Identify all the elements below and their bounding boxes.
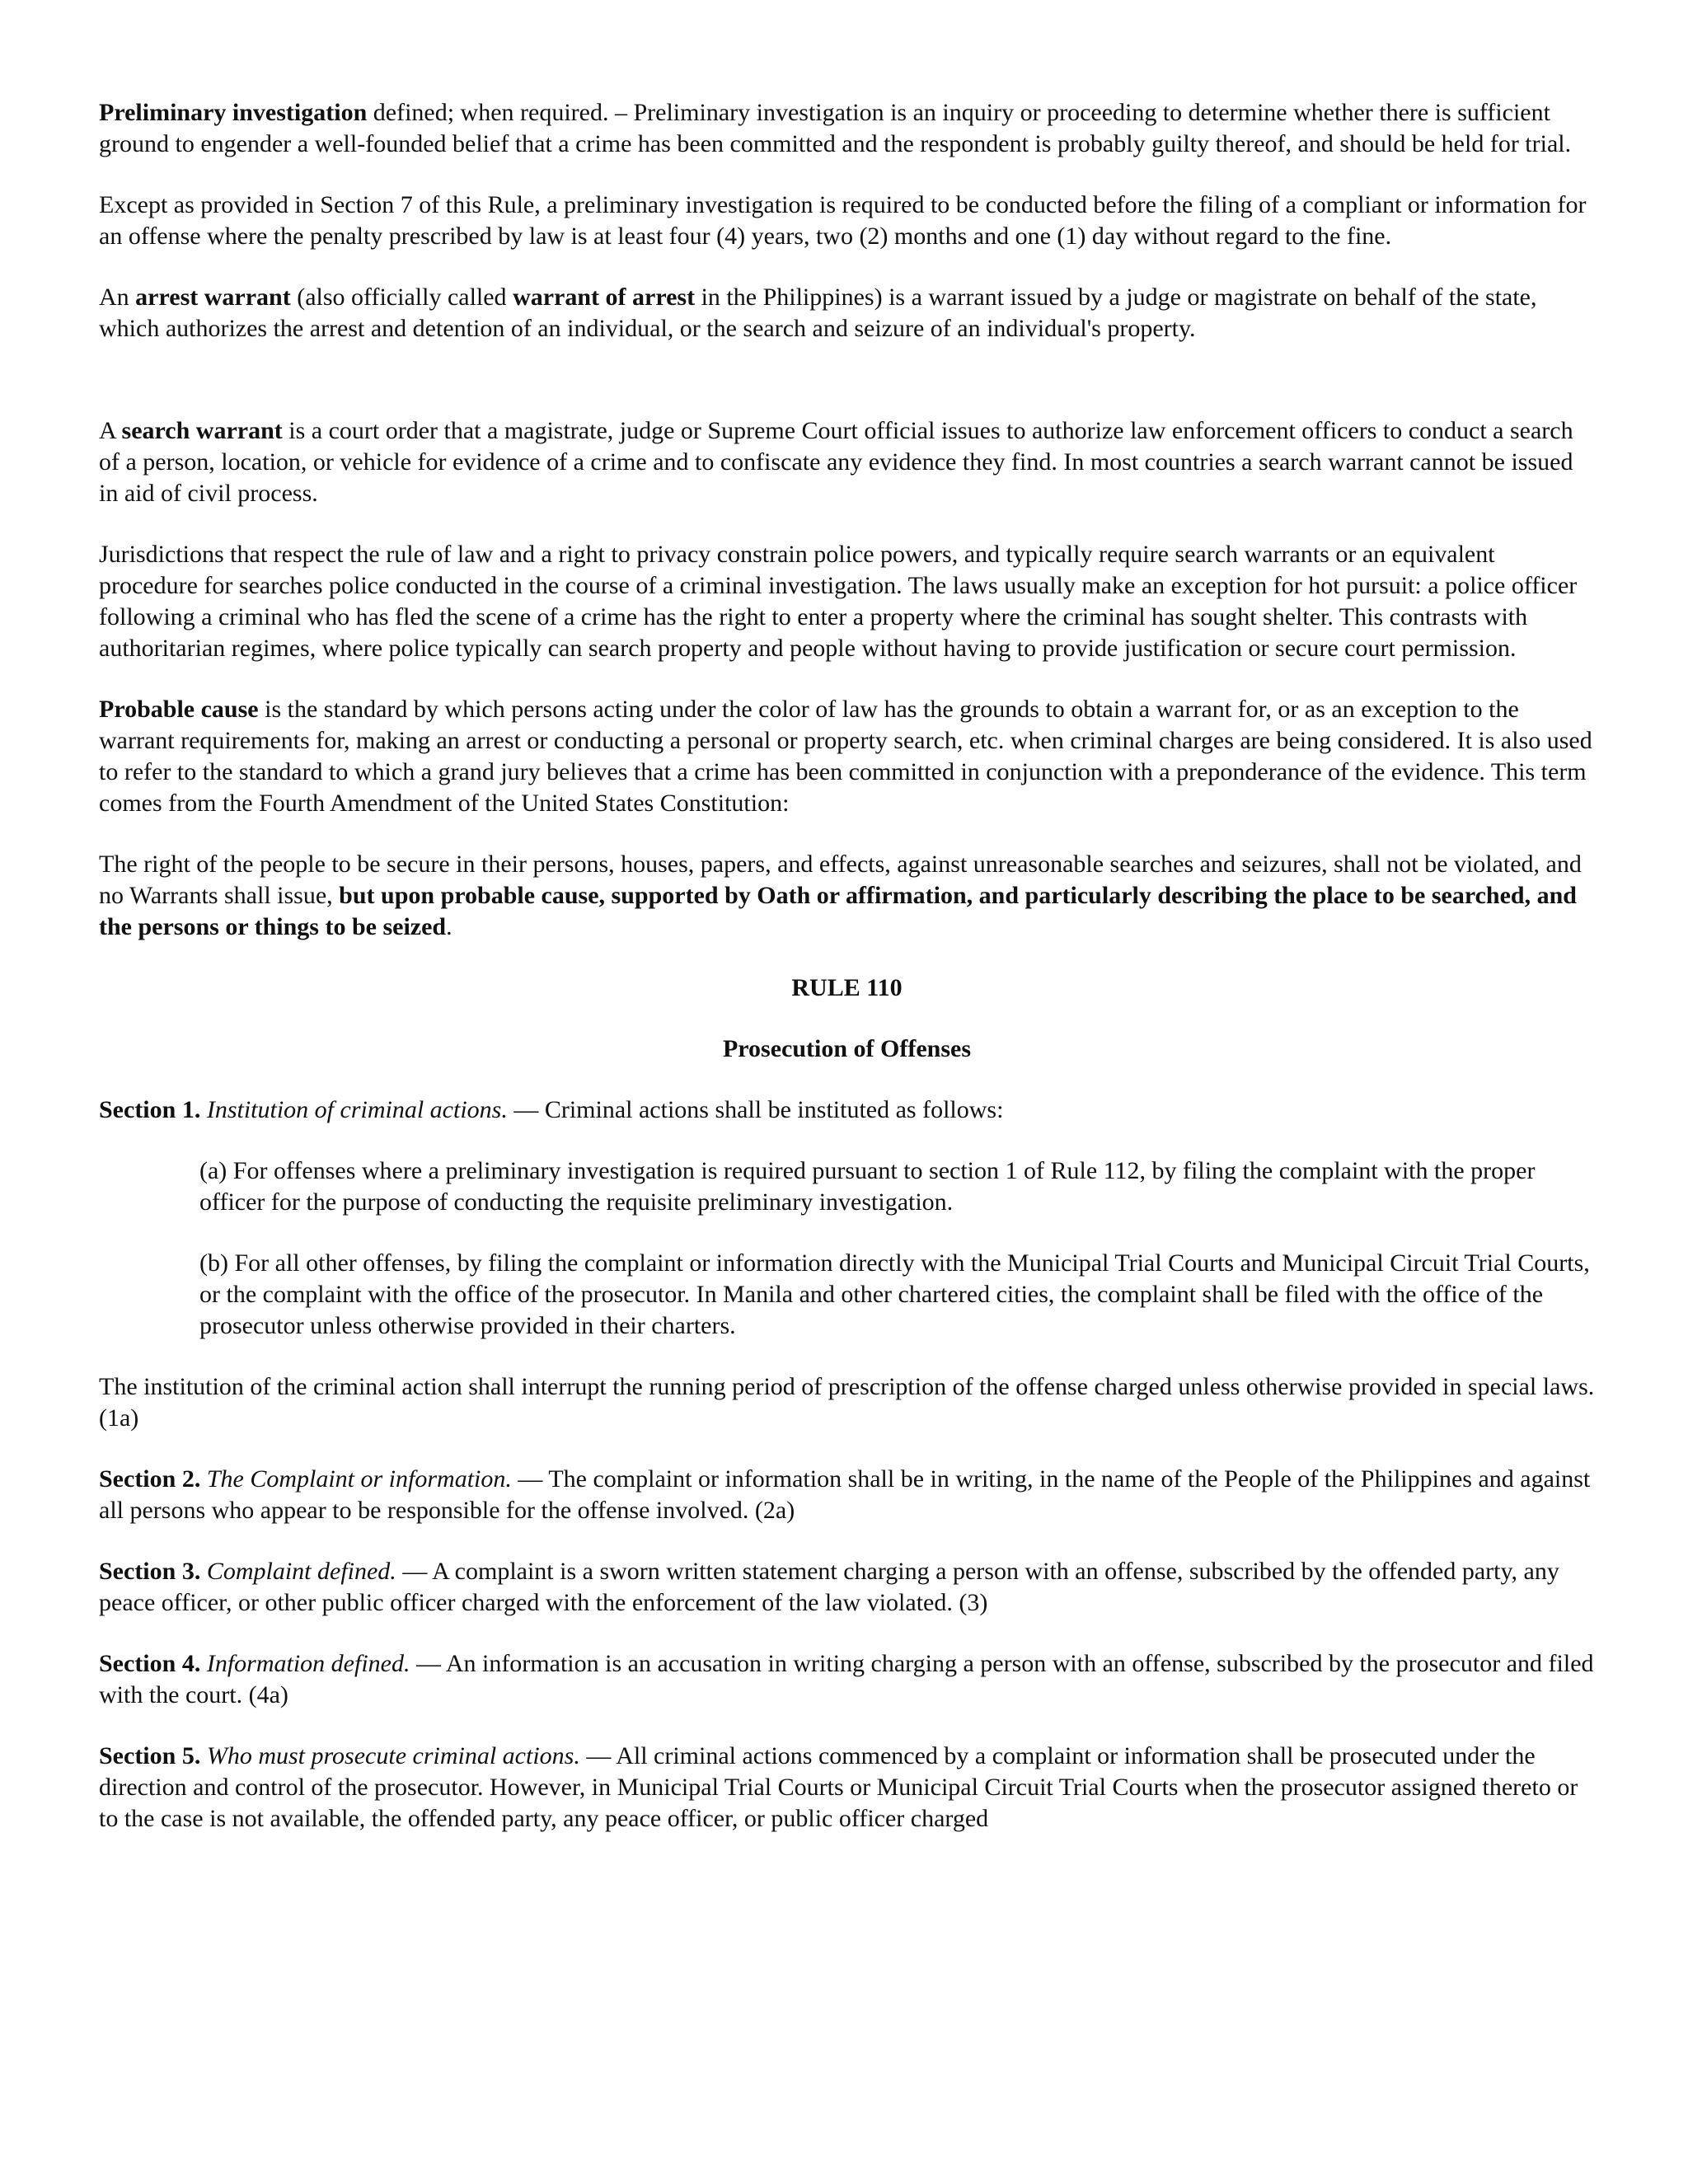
section-1-text: — Criminal actions shall be instituted as follows: [507, 1096, 1004, 1123]
paragraph-search-warrant [99, 415, 1595, 509]
search-post: is a court order that a magistrate, judge or Supreme Court official issues to authorize law enforcement officers to conduct a search of a person, location, or vehicle for evidence of a crime and to confiscate any evidence they find. In most countries a search warrant cannot be issued in aid of civil process. [99, 417, 1573, 507]
section-3-title: Complaint defined. [206, 1558, 396, 1585]
section-5-text: — All criminal actions commenced by a complaint or information shall be prosecuted under the direction and control of the prosecutor. However, in Municipal Trial Courts or Municipal Circuit Trial Courts when the prosecutor assigned thereto or to the case is not available, the offended party, any peace officer, or public officer charged [99, 1742, 1578, 1832]
section-2 [99, 1464, 1595, 1526]
jurisdictions-text: Jurisdictions that respect the rule of law and a right to privacy constrain police powers, and typically require search warrants or an equivalent procedure for searches police conducted in the course of a criminal investigation. The laws usually make an exception for hot pursuit: a police officer following a criminal who has fled the scene of a crime has the right to enter a property where the criminal has sought shelter. This contrasts with authoritarian regimes, where police typically can search property and people without having to provide justification or secure court permission. [99, 541, 1578, 662]
section-1-title: Institution of criminal actions. [206, 1096, 508, 1123]
paragraph-fourth-amendment [99, 849, 1595, 943]
rule-title-heading: Prosecution of Offenses [722, 1035, 972, 1062]
arrest-mid: (also officially called [290, 284, 513, 311]
paragraph-arrest-warrant [99, 282, 1595, 344]
arrest-post: in the Philippines) is a warrant issued by a judge or magistrate on behalf of the state, which authorizes the arrest and detention of an individual, or the search and seizure of an individual's property. [99, 284, 1537, 342]
amendment-pre: The right of the people to be secure in their persons, houses, papers, and effects, against unreasonable searches and seizures, shall not be violated, and no Warrants shall issue, [99, 851, 1582, 909]
section-1-label: Section 1. [99, 1096, 201, 1123]
preliminary-investigation-text: defined; when required. – Preliminary investigation is an inquiry or proceeding to determine whether there is sufficient ground to engender a well-founded belief that a crime has been committed and the respondent is probably guilty thereof, and should be held for trial. [99, 99, 1572, 157]
rule-number-heading: RULE 110 [791, 974, 903, 1001]
subsection-b: (b) For all other offenses, by filing the complaint or information directly with the Municipal Trial Courts and Municipal Circuit Trial Courts, or the complaint with the office of the prosecutor. In Manila and other chartered cities, the complaint shall be filed with the office of the prosecutor unless otherwise provided in their charters. [199, 1249, 1590, 1339]
arrest-pre: An [99, 284, 136, 311]
section-3 [99, 1556, 1595, 1619]
amendment-bold: but upon probable cause, supported by Oath or affirmation, and particularly describing the place to be searched, and the persons or things to be seized [99, 882, 1577, 940]
paragraph-interrupt: The institution of the criminal action shall interrupt the running period of prescription of the offense charged unless otherwise provided in special laws. (1a) [99, 1373, 1595, 1432]
amendment-post: . [446, 913, 452, 940]
section-3-label: Section 3. [99, 1558, 201, 1585]
term-preliminary-investigation: Preliminary investigation [99, 99, 368, 126]
document-page [99, 97, 1595, 1835]
section-5 [99, 1741, 1595, 1835]
section-4 [99, 1648, 1595, 1711]
paragraph-except [99, 190, 1595, 252]
paragraph-jurisdictions [99, 539, 1595, 664]
term-warrant-of-arrest: warrant of arrest [513, 284, 696, 311]
section-2-text: — The complaint or information shall be in writing, in the name of the People of the Philippines and against all persons who appear to be responsible for the offense involved. (2a) [99, 1465, 1591, 1524]
section-4-label: Section 4. [99, 1650, 201, 1677]
except-text: Except as provided in Section 7 of this Rule, a preliminary investigation is required to be conducted before the filing of a compliant or information for an offense where the penalty prescribed by law is at least four (4) years, two (2) months and one (1) day without regard to the fine. [99, 191, 1587, 250]
section-4-title: Information defined. [206, 1650, 410, 1677]
section-2-title: The Complaint or information. [206, 1465, 512, 1493]
term-probable-cause: Probable cause [99, 696, 259, 723]
section-1 [99, 1094, 1595, 1126]
section-4-text: — An information is an accusation in writing charging a person with an offense, subscribed by the prosecutor and filed with the court. (4a) [99, 1650, 1594, 1708]
search-pre: A [99, 417, 122, 444]
section-2-label: Section 2. [99, 1465, 201, 1493]
paragraph-probable-cause [99, 694, 1595, 819]
section-5-label: Section 5. [99, 1742, 201, 1769]
paragraph-preliminary-investigation [99, 97, 1595, 160]
section-3-text: — A complaint is a sworn written statement charging a person with an offense, subscribed by the offended party, any peace officer, or other public officer charged with the enforcement of the law violated. (3) [99, 1558, 1559, 1616]
term-search-warrant: search warrant [121, 417, 283, 444]
probable-cause-text: is the standard by which persons acting under the color of law has the grounds to obtain a warrant for, or as an exception to the warrant requirements for, making an arrest or conducting a personal or property search, etc. when criminal charges are being considered. It is also used to refer to the standard to which a grand jury believes that a crime has been committed in conjunction with a preponderance of the evidence. This term comes from the Fourth Amendment of the United States Constitution: [99, 696, 1592, 817]
term-arrest-warrant: arrest warrant [135, 284, 291, 311]
subsection-a: (a) For offenses where a preliminary investigation is required pursuant to section 1 of Rule 112, by filing the complaint with the proper officer for the purpose of conducting the requisite preliminary investigation. [199, 1157, 1536, 1216]
section-5-title: Who must prosecute criminal actions. [206, 1742, 580, 1769]
